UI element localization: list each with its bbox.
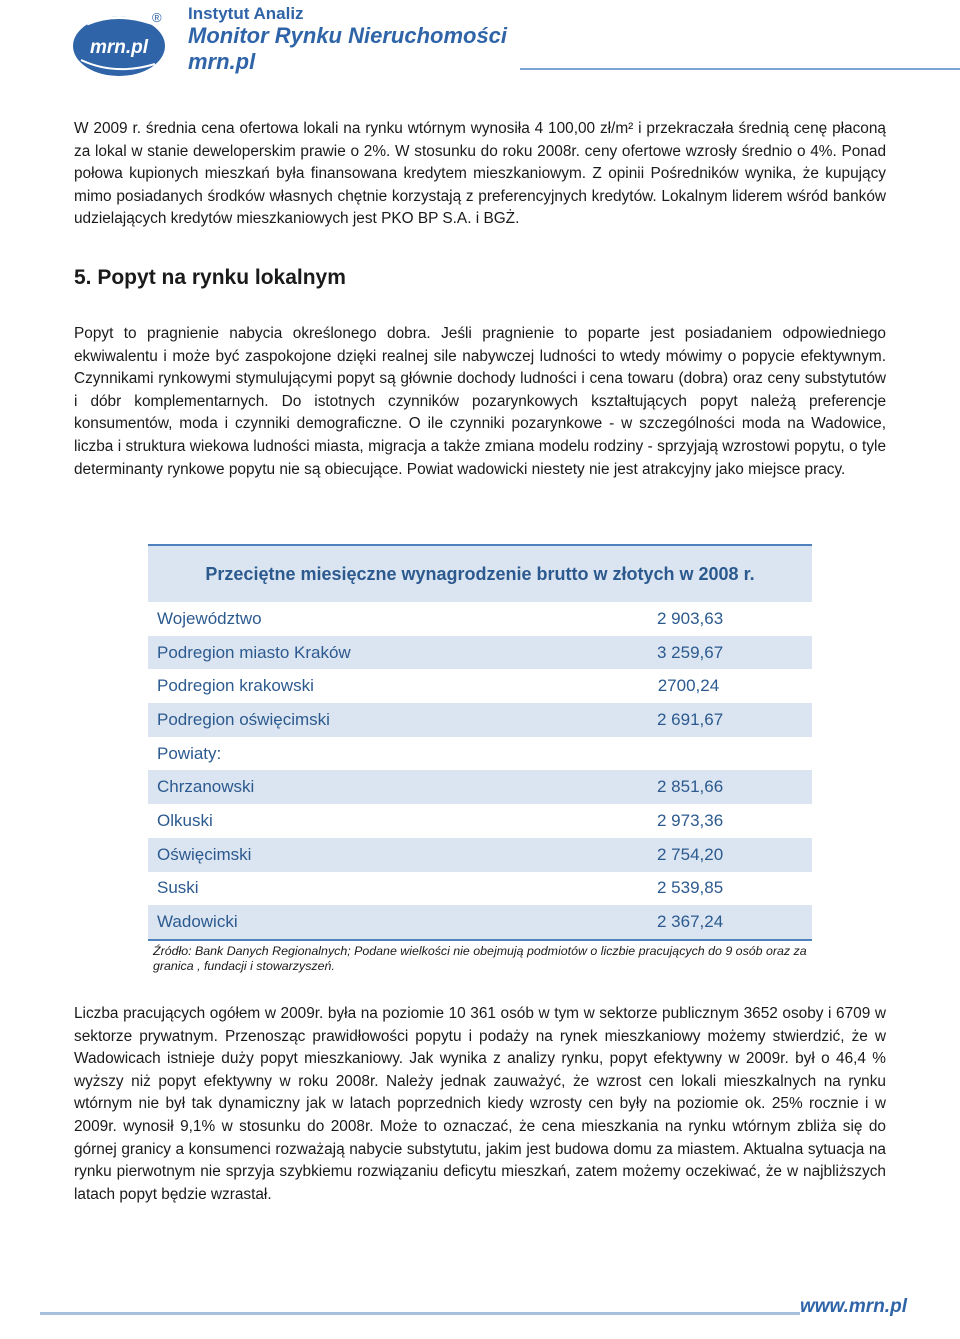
table-row bbox=[148, 838, 812, 872]
row-value: 2 691,67 bbox=[657, 709, 724, 729]
table-row bbox=[148, 770, 812, 804]
row-value: 2700,24 bbox=[657, 676, 720, 696]
registered-mark: ® bbox=[152, 10, 162, 25]
table-row bbox=[148, 905, 812, 939]
salary-table bbox=[148, 544, 812, 941]
row-name: Chrzanowski bbox=[157, 777, 255, 797]
table-row bbox=[148, 737, 812, 771]
paragraph-employment: Liczba pracujących ogółem w 2009r. była na poziomie 10 361 osób w tym w sektorze publicznym 3652 osoby i 6709 w sektorze prywatnym. Przenosząc prawidłowości popytu i podaży na rynek mieszkaniowy możemy stwierdzić, że w Wadowicach istnieje duży popyt mieszkaniowy. Jak wynika z analizy rynku, popyt efektywny w 2009r. był o 46,4 % wyższy niż popyt efektywny w roku 2008r. Należy jednak zauważyć, że wzrost cen lokali mieszkalnych na rynku wtórnym nie był tak dynamiczny jak w latach poprzednich kiedy wzrosty cen były na poziomie ok. 25% rocznie i w 2009r. wynosił 9,1% w stosunku do 2008r. Może to oznaczać, że cena mieszkania na rynku wtórnym zbliża się do górnej granicy a konsumenci rozważają nabycie substytutu, jakim jest budowa domu za miastem. Aktualna sytuacja na rynku pierwotnym nie sprzyja szybkiemu rozwiązaniu deficytu mieszkań, zatem możemy oczekiwać, że w najbliższych latach popyt będzie wzrastał. bbox=[74, 1005, 886, 1203]
row-value: 2 973,36 bbox=[657, 810, 724, 830]
brand-line-2: Monitor Rynku Nieruchomości bbox=[188, 23, 508, 48]
table-row bbox=[148, 703, 812, 737]
section-heading: 5. Popyt na rynku lokalnym bbox=[74, 266, 346, 289]
table-row bbox=[148, 804, 812, 838]
row-value: 2 903,63 bbox=[657, 608, 724, 628]
row-name: Powiaty: bbox=[157, 743, 222, 763]
table-row bbox=[148, 872, 812, 906]
row-name: Podregion miasto Kraków bbox=[157, 642, 351, 662]
row-name: Oświęcimski bbox=[157, 844, 252, 864]
row-name: Wadowicki bbox=[157, 912, 238, 932]
footer-url: www.mrn.pl bbox=[800, 1296, 907, 1317]
row-name: Podregion krakowski bbox=[157, 676, 314, 696]
header-divider bbox=[520, 68, 960, 70]
logo-text: mrn.pl bbox=[89, 37, 149, 58]
brand-line-3: mrn.pl bbox=[188, 49, 256, 74]
table-row bbox=[148, 602, 812, 636]
paragraph-demand: Popyt to pragnienie nabycia określonego dobra. Jeśli pragnienie to poparte jest posiadaniem odpowiedniego ekwiwalentu i może być zaspokojone dzięki realnej sile nabywczej ludności to wtedy mówimy o popycie efektywnym. Czynnikami rynkowymi stymulującymi popyt są głównie dochody ludności i cena towaru (dobra) oraz ceny substytutów i dóbr komplementarnych. Do istotnych czynników pozarynkowych kształtujących popyt należą preferencje konsumentów, moda i czynniki demograficzne. O ile czynniki pozarynkowe - w szczególności moda na Wadowice, liczba i struktura wiekowa ludności miasta, migracja a także zmiana modelu rodziny - sprzyjają wzrostowi popytu, o tyle determinanty rynkowe popytu nie są obiecujące. Powiat wadowicki niestety nie jest atrakcyjny jako miejsce pracy. bbox=[74, 325, 886, 478]
paragraph-prices: W 2009 r. średnia cena ofertowa lokali na rynku wtórnym wynosiła 4 100,00 zł/m² i przekraczała średnią cenę płaconą za lokal w stanie deweloperskim prawie o 2%. W stosunku do roku 2008r. ceny ofertowe wzrosły średnio o 4%. Ponad połowa kupionych mieszkań była finansowana kredytem mieszkaniowym. Z opinii Pośredników wynika, że kupujący mimo posiadanych środków własnych chętnie korzystają z preferencyjnych kredytów. Lokalnym liderem wśród banków udzielających kredytów mieszkaniowych jest PKO BP S.A. i BGŻ. bbox=[74, 120, 886, 228]
brand-line-1: Instytut Analiz bbox=[188, 4, 304, 23]
table-title: Przeciętne miesięczne wynagrodzenie brutto w złotych w 2008 r. bbox=[148, 544, 812, 602]
row-name: Województwo bbox=[157, 608, 262, 628]
page-header bbox=[0, 0, 960, 95]
footer-divider bbox=[40, 1312, 800, 1315]
row-name: Podregion oświęcimski bbox=[157, 709, 330, 729]
row-value: 2 367,24 bbox=[657, 912, 724, 932]
row-value: 2 539,85 bbox=[657, 878, 724, 898]
row-value: 3 259,67 bbox=[657, 642, 724, 662]
table-source-note: Źródło: Bank Danych Regionalnych; Podane wielkości nie obejmują podmiotów o liczbie pracujących do 9 osób oraz za granica , fundacji i stowarzyszeń. bbox=[153, 944, 807, 973]
row-name: Olkuski bbox=[157, 810, 213, 830]
table-row bbox=[148, 669, 812, 703]
row-name: Suski bbox=[157, 878, 199, 898]
row-value: 2 851,66 bbox=[657, 777, 724, 797]
table-row bbox=[148, 636, 812, 670]
brand-block bbox=[188, 4, 507, 75]
row-value: 2 754,20 bbox=[657, 844, 724, 864]
table-bottom-border bbox=[148, 939, 812, 941]
